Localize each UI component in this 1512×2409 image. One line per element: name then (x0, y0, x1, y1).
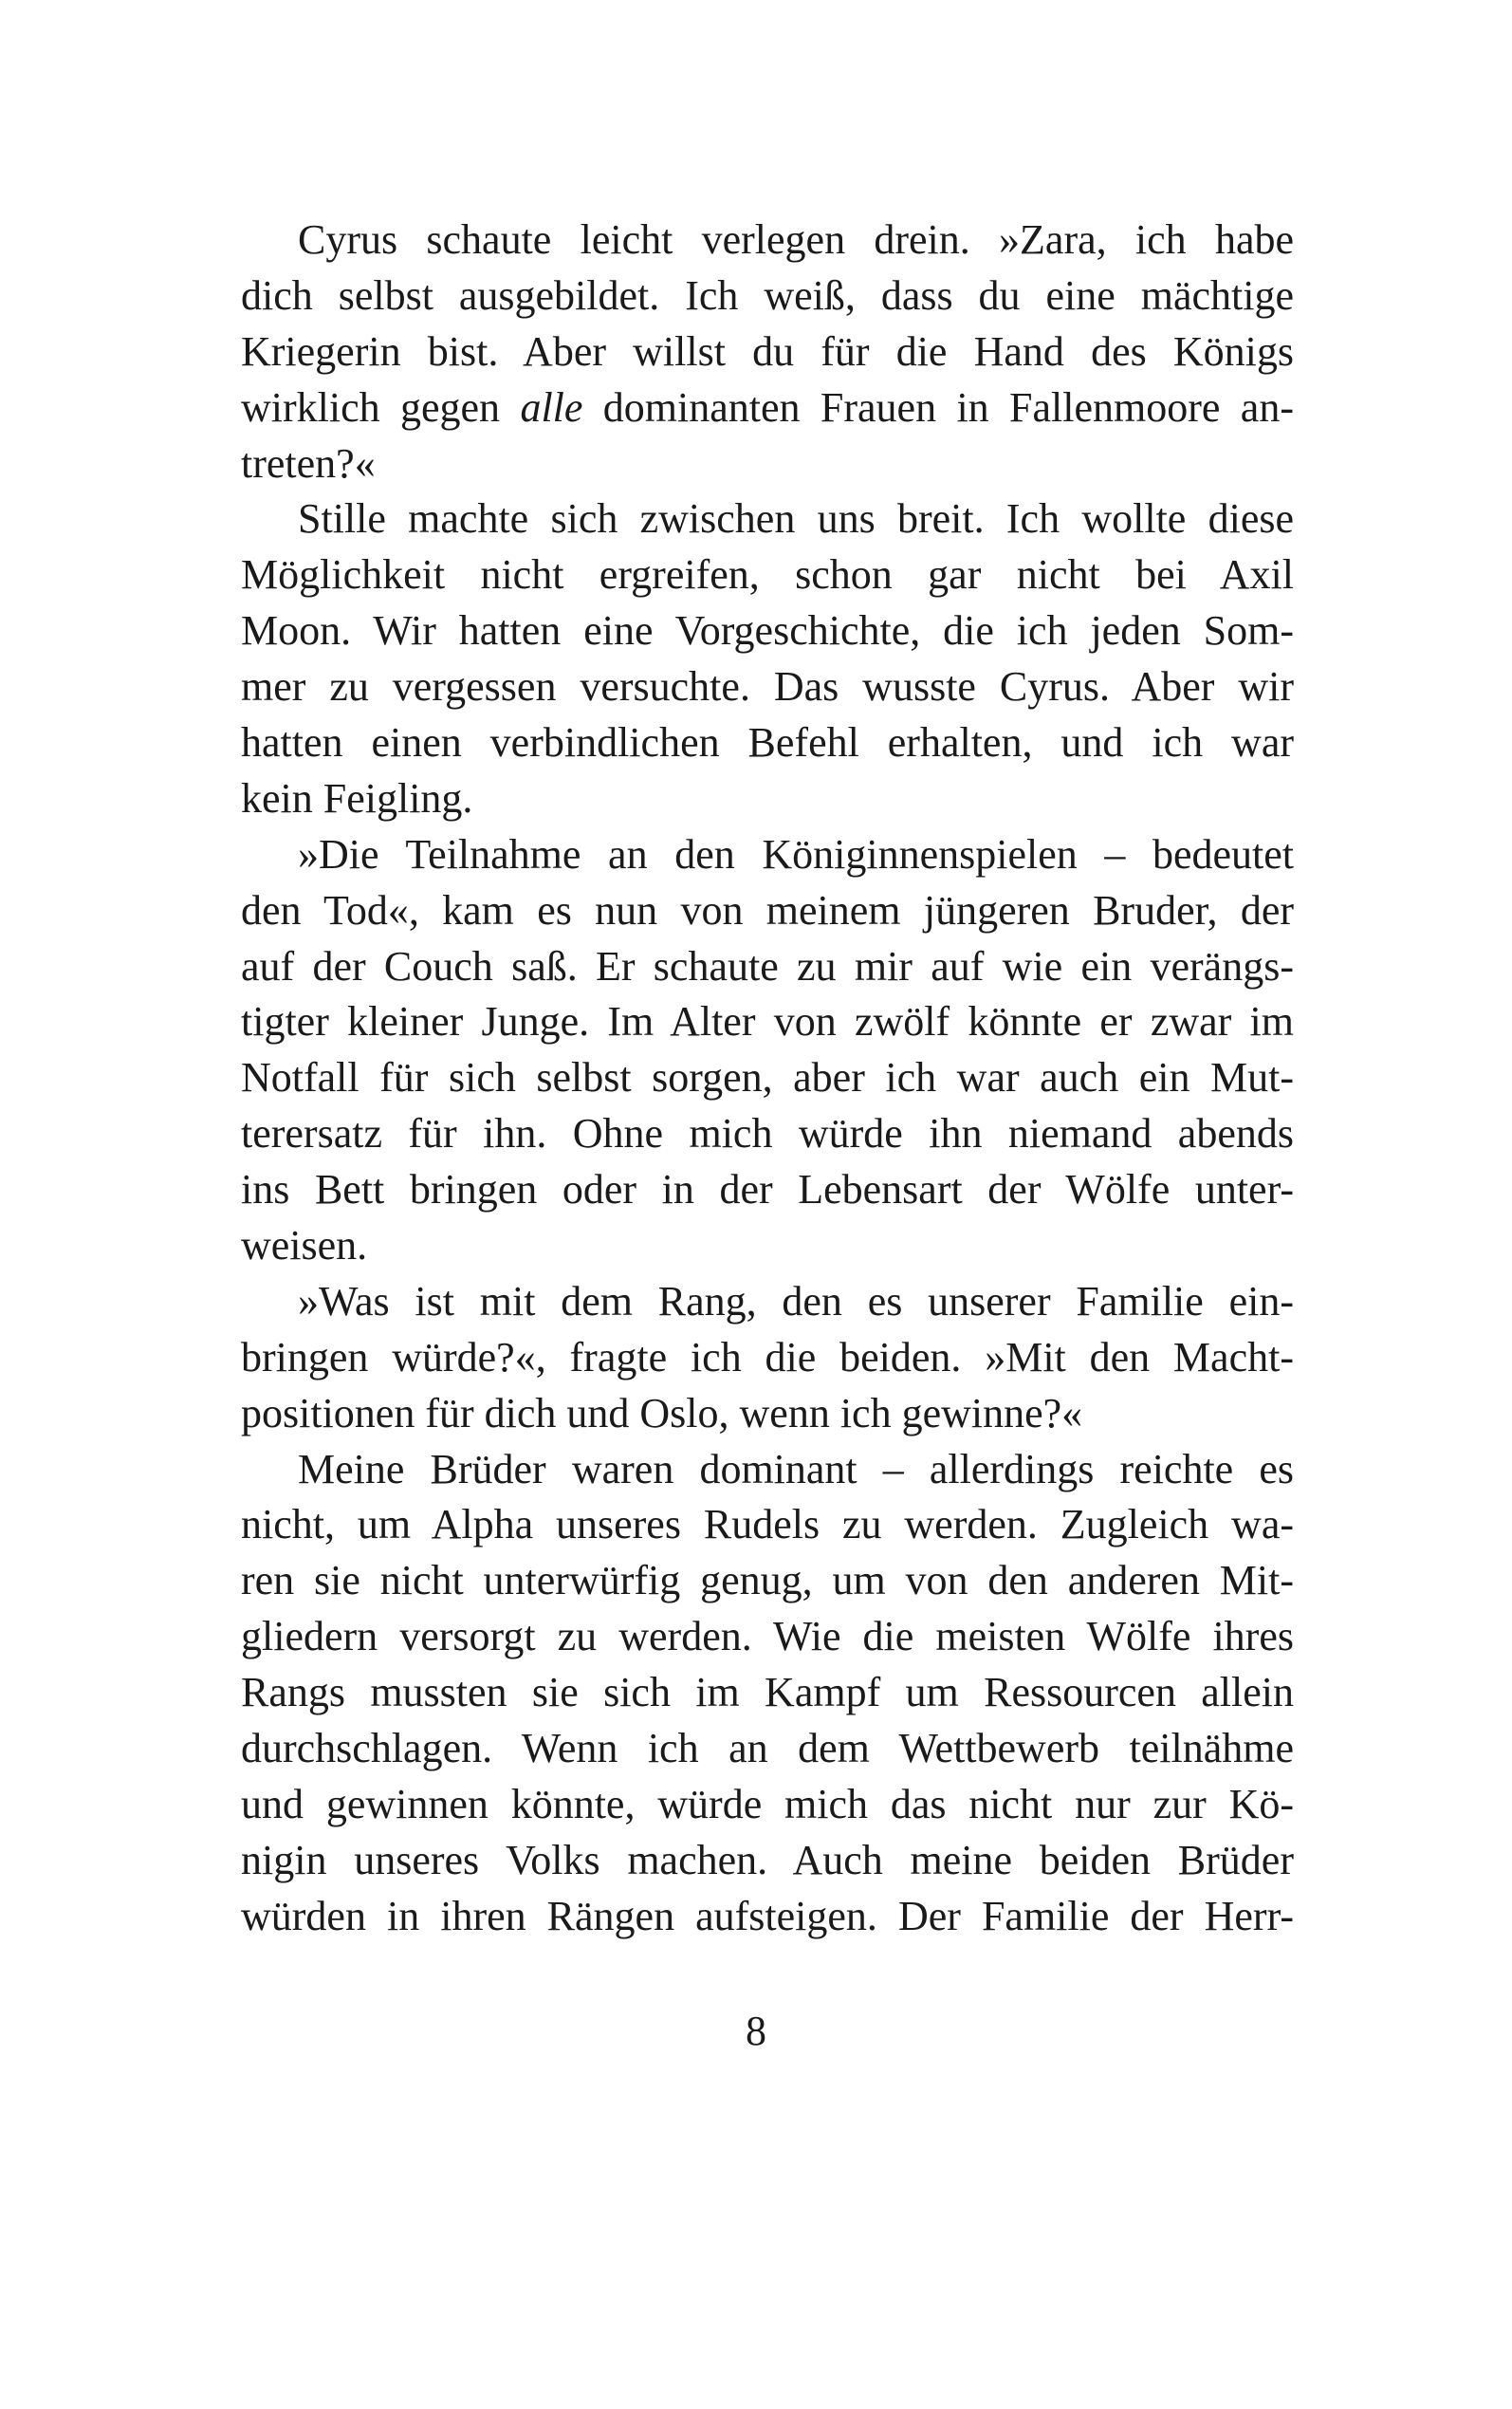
page-number: 8 (746, 2008, 766, 2054)
text-line: tigter kleiner Junge. Im Alter von zwölf könnte er zwar im (241, 998, 1294, 1046)
text-line: ins Bett bringen oder in der Lebensart der Wölfe unter- (241, 1166, 1294, 1214)
text-line: hatten einen verbindlichen Befehl erhalten, und ich war (241, 719, 1294, 767)
text-line: weisen. (241, 1222, 368, 1269)
emphasized-word: alle (520, 383, 583, 431)
text-line: Stille machte sich zwischen uns breit. Ich wollte diese (298, 495, 1294, 543)
text-line: »Was ist mit dem Rang, den es unserer Familie ein- (298, 1277, 1294, 1325)
text-line: »Die Teilnahme an den Königinnenspielen – bedeutet (298, 830, 1294, 878)
text-line: kein Feigling. (241, 774, 473, 822)
text-line: Cyrus schaute leicht verlegen drein. »Zara, ich habe (298, 216, 1294, 263)
text-line: Meine Brüder waren dominant – allerdings reichte es (298, 1445, 1294, 1492)
text-line (241, 380, 1294, 436)
text-line: nigin unseres Volks machen. Auch meine beiden Brüder (241, 1836, 1294, 1883)
text-line: gliedern versorgt zu werden. Wie die meisten Wölfe ihres (241, 1613, 1294, 1660)
text-line: positionen für dich und Oslo, wenn ich gewinne?« (241, 1389, 1083, 1436)
text-fragment: wirklich gegen (241, 383, 521, 431)
text-line: ren sie nicht unterwürfig genug, um von den anderen Mit- (241, 1557, 1294, 1604)
text-line: auf der Couch saß. Er schaute zu mir auf wie ein verängs- (241, 942, 1294, 990)
text-line: Moon. Wir hatten eine Vorgeschichte, die ich jeden Som- (241, 607, 1294, 655)
text-line: treten?« (241, 439, 376, 487)
text-line: und gewinnen könnte, würde mich das nicht nur zur Kö- (241, 1780, 1294, 1827)
text-line: Notfall für sich selbst sorgen, aber ich war auch ein Mut- (241, 1054, 1294, 1102)
text-line: bringen würde?«, fragte ich die beiden. »Mit den Macht- (241, 1333, 1294, 1381)
text-line: mer zu vergessen versuchte. Das wusste Cyrus. Aber wir (241, 663, 1294, 711)
text-fragment: dominanten Frauen in Fallenmoore an- (582, 383, 1294, 431)
text-line: terersatz für ihn. Ohne mich würde ihn niemand abends (241, 1110, 1294, 1158)
text-line: nicht, um Alpha unseres Rudels zu werden. Zugleich wa- (241, 1501, 1294, 1548)
text-line: durchschlagen. Wenn ich an dem Wettbewerb teilnähme (241, 1725, 1294, 1772)
text-line: würden in ihren Rängen aufsteigen. Der Familie der Herr- (241, 1892, 1294, 1939)
text-line: Möglichkeit nicht ergreifen, schon gar nicht bei Axil (241, 551, 1294, 599)
text-line: Rangs mussten sie sich im Kampf um Ressourcen allein (241, 1669, 1294, 1716)
body-text (241, 213, 1294, 1945)
text-line: Kriegerin bist. Aber willst du für die Hand des Königs (241, 327, 1294, 375)
text-line: dich selbst ausgebildet. Ich weiß, dass du eine mächtige (241, 271, 1294, 319)
text-line: den Tod«, kam es nun von meinem jüngeren Bruder, der (241, 886, 1294, 934)
